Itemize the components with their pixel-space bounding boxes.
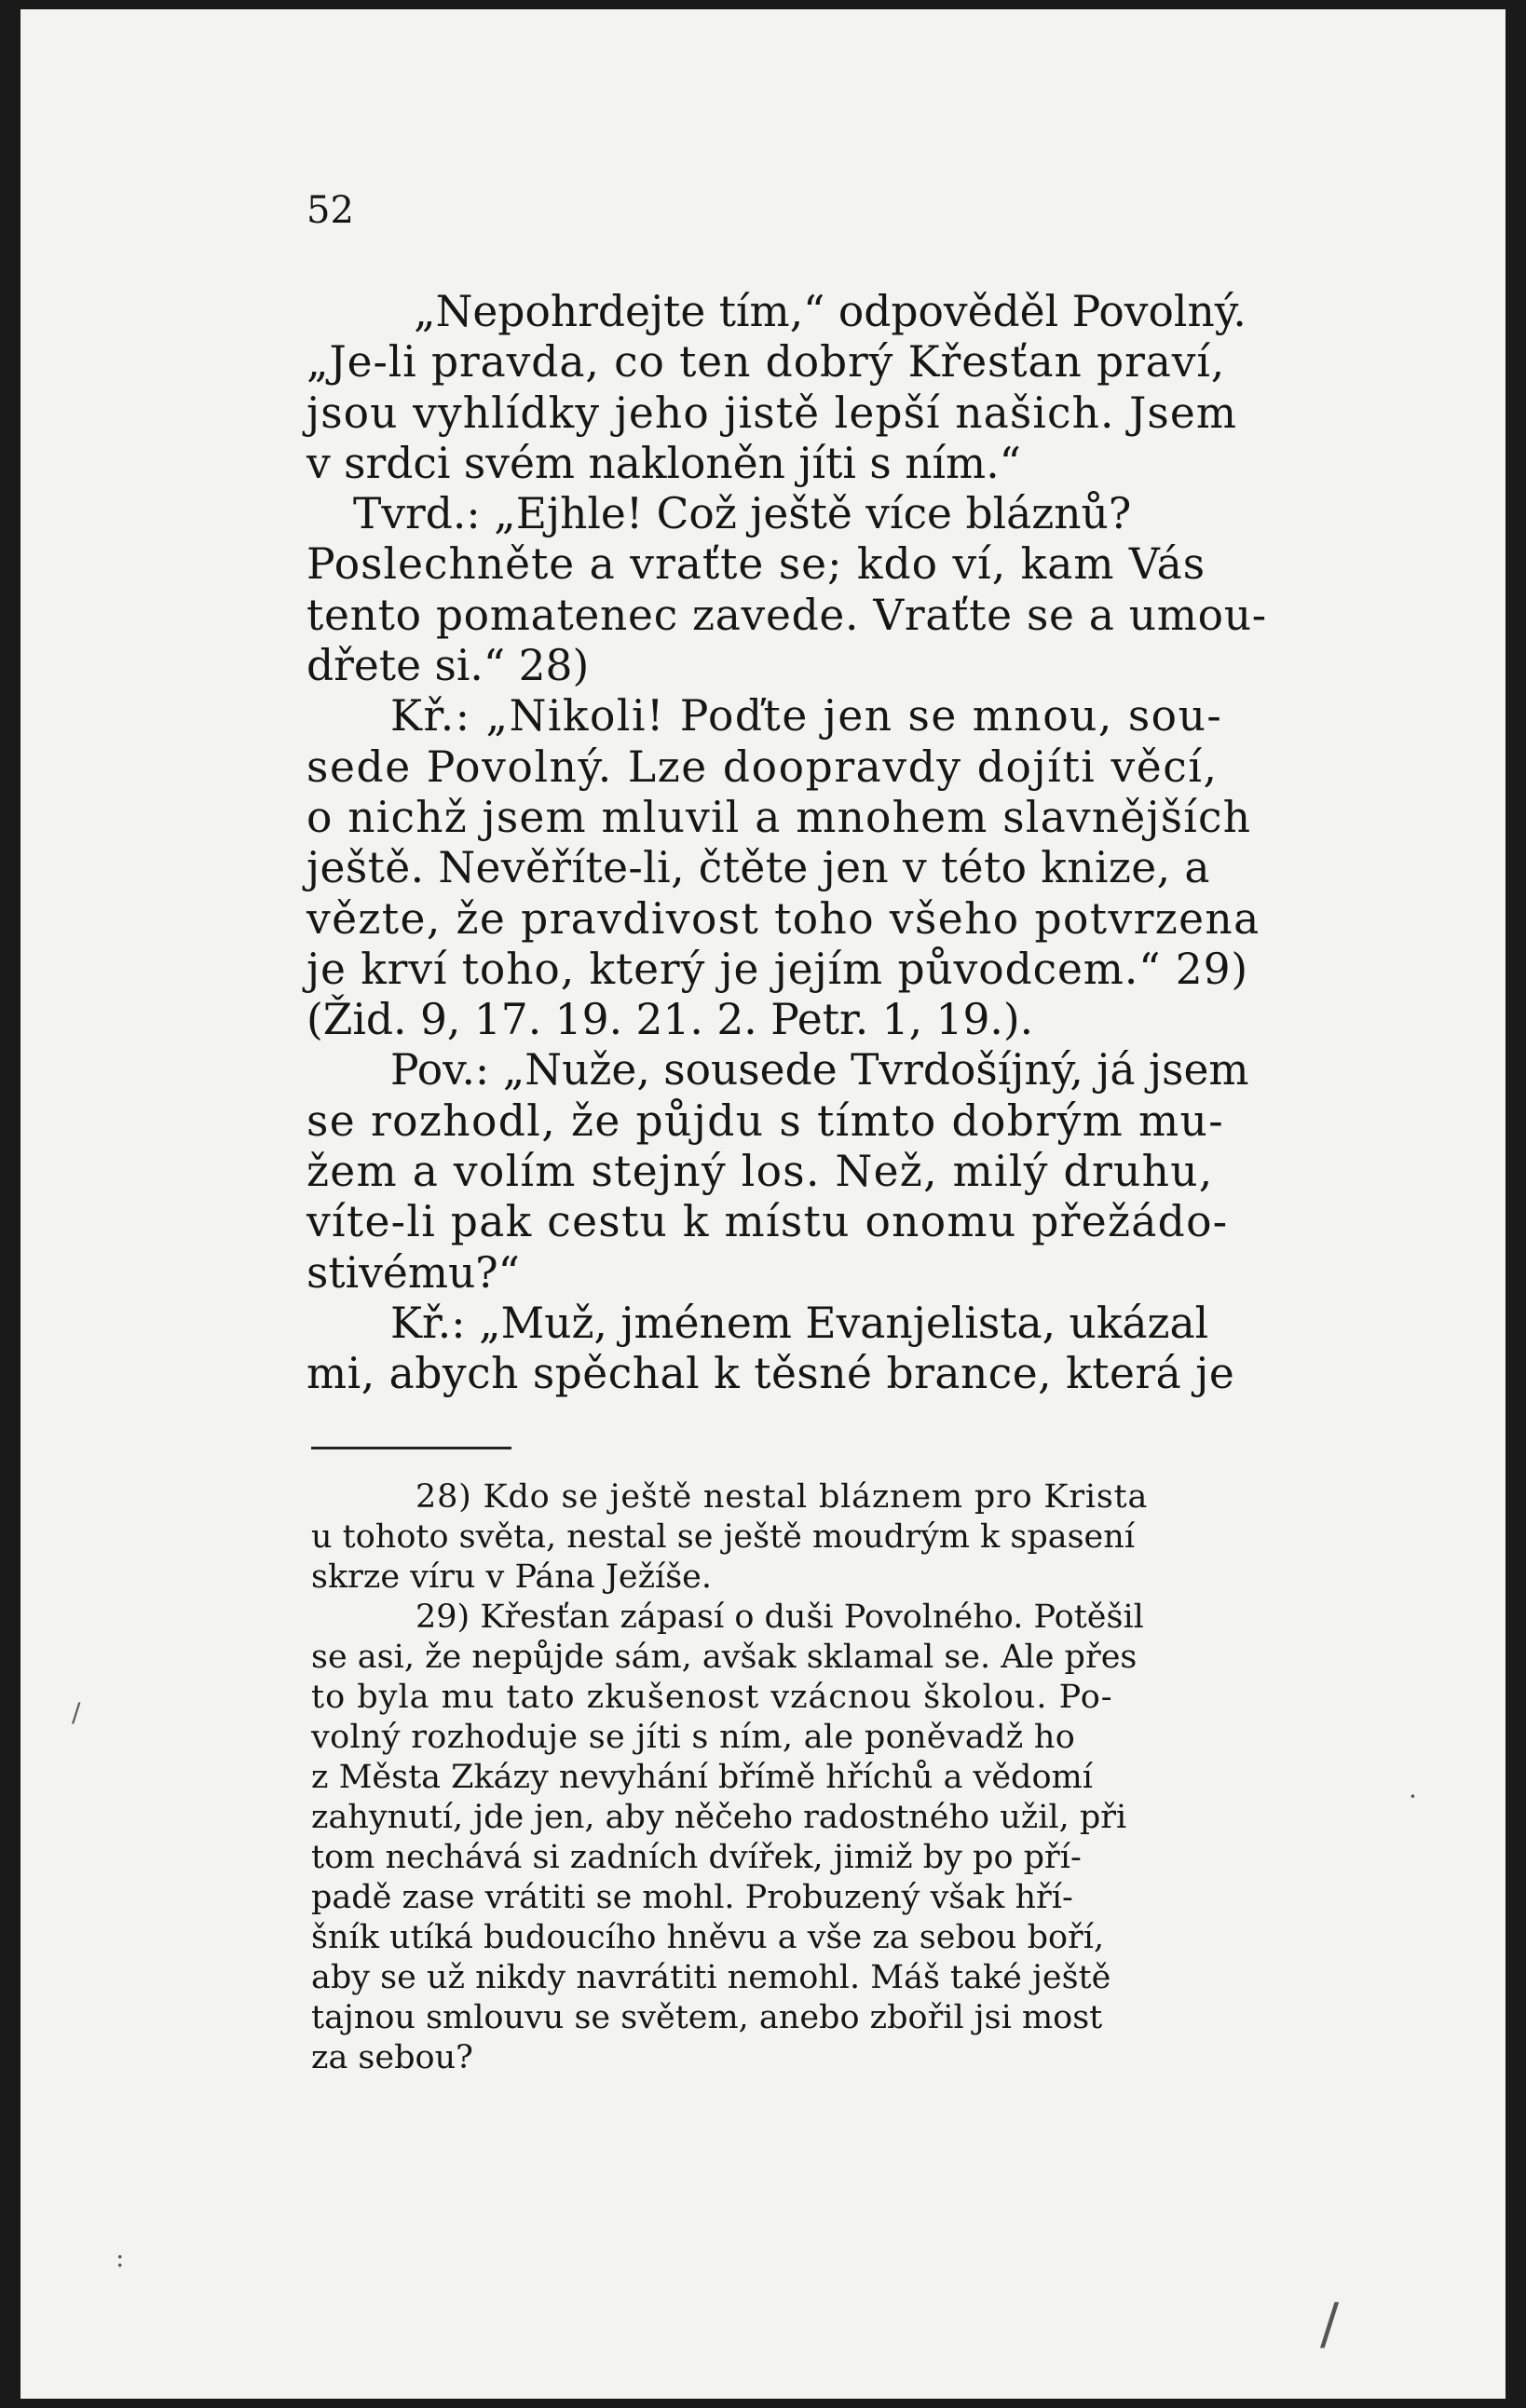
body-line: mi, abych spěchal k těsné brance, která je — [307, 1349, 1235, 1399]
footnote-line: tajnou smlouvu se světem, anebo zbořil jsi most — [311, 1999, 1103, 2036]
body-line: v srdci svém nakloněn jíti s ním.“ — [307, 438, 1021, 488]
footnote-line: 29) Křesťan zápasí o duši Povolného. Potěšil — [416, 1599, 1144, 1636]
footnote-line: tom nechává si zadních dvířek, jimiž by po pří- — [311, 1839, 1082, 1876]
footnote-line: aby se už nikdy navrátiti nemohl. Máš také ještě — [311, 1959, 1111, 1996]
body-line: „Nepohrdejte tím,“ odpověděl Povolný. — [414, 287, 1247, 336]
body-line: Kř.: „Nikoli! Poďte jen se mnou, sou- — [390, 691, 1223, 741]
footnote-line: skrze víru v Pána Ježíše. — [311, 1558, 712, 1596]
scan-speck: / — [1320, 2292, 1340, 2357]
book-page — [20, 9, 1506, 2399]
body-line: Poslechněte a vraťte se; kdo ví, kam Vás — [307, 539, 1206, 590]
body-line: je krví toho, který je jejím původcem.“ 29) — [307, 944, 1249, 994]
footnote-line: šník utíká budoucího hněvu a vše za sebou boří, — [311, 1919, 1105, 1956]
scan-speck: : — [116, 2242, 125, 2273]
footnote-line: 28) Kdo se ještě nestal bláznem pro Krista — [416, 1478, 1149, 1516]
body-line: o nichž jsem mluvil a mnohem slavnějších — [307, 792, 1252, 842]
scan-speck: / — [72, 1697, 81, 1728]
body-line: Kř.: „Muž, jménem Evanjelista, ukázal — [390, 1298, 1209, 1348]
body-line: dřete si.“ 28) — [307, 641, 590, 691]
scan-speck: · — [1409, 1781, 1417, 1812]
body-line: žem a volím stejný los. Než, milý druhu, — [307, 1147, 1214, 1197]
body-line: víte-li pak cestu k místu onomu přežádo- — [307, 1197, 1229, 1247]
page-number: 52 — [307, 189, 354, 232]
footnote-line: volný rozhoduje se jíti s ním, ale poněvadž ho — [311, 1719, 1076, 1756]
body-line: (Žid. 9, 17. 19. 21. 2. Petr. 1, 19.). — [307, 995, 1034, 1045]
body-line: jsou vyhlídky jeho jistě lepší našich. Jsem — [307, 388, 1238, 438]
footnotes — [311, 1477, 1345, 2078]
body-text — [307, 287, 1341, 1400]
footnote-line: to byla mu tato zkušenost vzácnou školou. Po- — [311, 1679, 1113, 1716]
body-line: se rozhodl, že půjdu s tímto dobrým mu- — [307, 1095, 1225, 1146]
footnote-line: z Města Zkázy nevyhání břímě hříchů a vědomí — [311, 1759, 1093, 1796]
body-line: sede Povolný. Lze doopravdy dojíti věcí, — [307, 741, 1219, 792]
body-line: ještě. Nevěříte-li, čtěte jen v této knize, a — [307, 843, 1210, 893]
body-line: vězte, že pravdivost toho všeho potvrzena — [307, 893, 1260, 944]
body-line: „Je-li pravda, co ten dobrý Křesťan praví, — [307, 337, 1226, 388]
body-line: Tvrd.: „Ejhle! Což ještě více bláznů? — [353, 489, 1132, 539]
footnote-divider — [311, 1447, 511, 1449]
body-line: Pov.: „Nuže, sousede Tvrdošíjný, já jsem — [390, 1045, 1249, 1095]
footnote-line: za sebou? — [311, 2039, 473, 2076]
footnote-line: se asi, že nepůjde sám, avšak sklamal se. Ale přes — [311, 1639, 1138, 1676]
body-line: stivému?“ — [307, 1247, 520, 1298]
footnote-line: zahynutí, jde jen, aby něčeho radostného užil, při — [311, 1799, 1127, 1836]
body-line: tento pomatenec zavede. Vraťte se a umou- — [307, 590, 1267, 640]
footnote-line: u tohoto světa, nestal se ještě moudrým k spasení — [311, 1518, 1136, 1556]
footnote-line: padě zase vrátiti se mohl. Probuzený však hří- — [311, 1879, 1073, 1916]
